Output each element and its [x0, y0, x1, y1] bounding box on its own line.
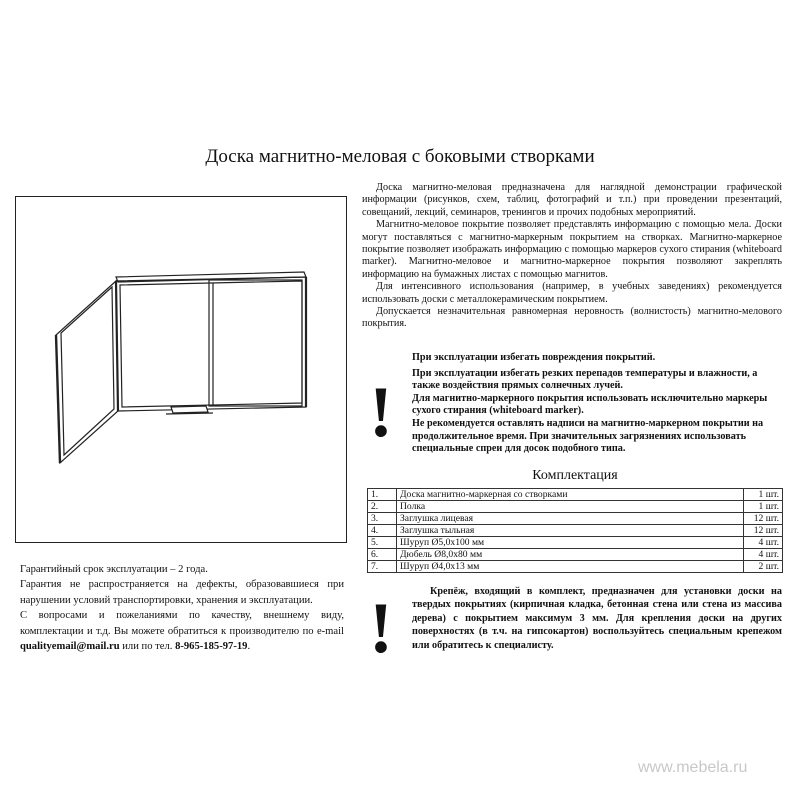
mounting-warning: Крепёж, входящий в комплект, предназначен для установки доски на твердых покрытиях (кирпичная кладка, бетонная стена или стена из массива дерева) с покрытием максимум 3 мм. Для крепления доски на других поверхностях (в т.ч. на гипсокартон) воспользуйтесь специальным крепежом или обратитесь к специалисту.	[412, 586, 782, 651]
exclamation-icon: !	[369, 588, 393, 668]
operation-warnings	[412, 352, 782, 459]
warranty-exclusions: Гарантия не распространяется на дефекты, образовавшиеся при нарушении условий транспортировки, хранения и эксплуатации.	[20, 579, 344, 606]
intro-paragraph: Магнитно-меловое покрытие позволяет представлять информацию с помощью мела. Доски могут поставляться с магнитно-маркерным покрытием на створках. Магнитно-маркерное покрытие позволяет изображать информацию с помощью маркеров сухого стирания (whiteboard marker). Магнитно-меловое и магнитно-маркерное покрытия позволяют закреплять информацию на бумажных листах с помощью магнитов.	[362, 219, 782, 280]
page-title: Доска магнитно-меловая с боковыми створками	[205, 146, 595, 167]
kit-heading: Комплектация	[532, 468, 618, 483]
contact-text: или по тел.	[119, 641, 176, 653]
table-row	[368, 561, 783, 573]
item-name: Полка	[397, 501, 744, 513]
contact-text: С вопросами и пожеланиями по качеству, внешнему виду, комплектации и т.д. Вы можете обратиться к производителю по e-mail	[20, 610, 344, 637]
kit-table	[367, 488, 783, 573]
item-name: Заглушка лицевая	[397, 513, 744, 525]
item-quantity: 12 шт.	[744, 525, 783, 537]
board-illustration-frame	[15, 196, 347, 543]
item-quantity: 1 шт.	[744, 489, 783, 501]
item-number: 3.	[368, 513, 397, 525]
item-quantity: 2 шт.	[744, 561, 783, 573]
item-name: Шуруп Ø5,0х100 мм	[397, 537, 744, 549]
item-number: 4.	[368, 525, 397, 537]
item-number: 1.	[368, 489, 397, 501]
item-name: Шуруп Ø4,0х13 мм	[397, 561, 744, 573]
warning-line: При эксплуатации избегать резких перепадов температуры и влажности, а также воздействия прямых солнечных лучей. Для магнитно-маркерного покрытия использовать исключительно маркеры сухого стирания (whiteboard marker). Не рекомендуется оставлять надписи на магнитно-маркерном покрытии на продолжительное время. При значительных загрязнениях использовать специальные спреи для досок подобного типа.	[412, 367, 768, 455]
item-quantity: 12 шт.	[744, 513, 783, 525]
item-number: 7.	[368, 561, 397, 573]
board-illustration	[16, 197, 348, 544]
contact-info	[20, 608, 344, 654]
item-name: Доска магнитно-маркерная со створками	[397, 489, 744, 501]
item-quantity: 4 шт.	[744, 549, 783, 561]
warranty-info	[20, 562, 344, 654]
contact-text: .	[247, 641, 251, 653]
table-row	[368, 549, 783, 561]
item-quantity: 1 шт.	[744, 501, 783, 513]
intro-text	[362, 182, 782, 331]
table-row	[368, 489, 783, 501]
item-number: 5.	[368, 537, 397, 549]
item-number: 6.	[368, 549, 397, 561]
table-row	[368, 537, 783, 549]
warranty-term: Гарантийный срок эксплуатации – 2 года.	[20, 564, 208, 575]
table-row	[368, 525, 783, 537]
item-quantity: 4 шт.	[744, 537, 783, 549]
intro-paragraph: Доска магнитно-меловая предназначена для наглядной демонстрации графической информации (рисунков, схем, таблиц, фотографий и т.п.) при проведении презентаций, совещаний, лекций, семинаров, тренингов и прочих подобных мероприятий.	[362, 182, 782, 218]
exclamation-icon: !	[369, 372, 393, 452]
intro-paragraph: Допускается незначительная равномерная неровность (волнистость) магнитно-мелового покрытия.	[362, 306, 782, 330]
item-name: Заглушка тыльная	[397, 525, 744, 537]
email-link[interactable]: qualityemail@mail.ru	[20, 641, 120, 653]
table-row	[368, 501, 783, 513]
item-number: 2.	[368, 501, 397, 513]
phone-number: 8-965-185-97-19	[175, 641, 248, 653]
item-name: Дюбель Ø8,0х80 мм	[397, 549, 744, 561]
intro-paragraph: Для интенсивного использования (например, в учебных заведениях) рекомендуется использовать доски с металлокерамическим покрытием.	[362, 281, 782, 305]
warning-line: При эксплуатации избегать повреждения покрытий.	[412, 352, 656, 363]
watermark: www.mebela.ru	[638, 759, 748, 776]
table-row	[368, 513, 783, 525]
